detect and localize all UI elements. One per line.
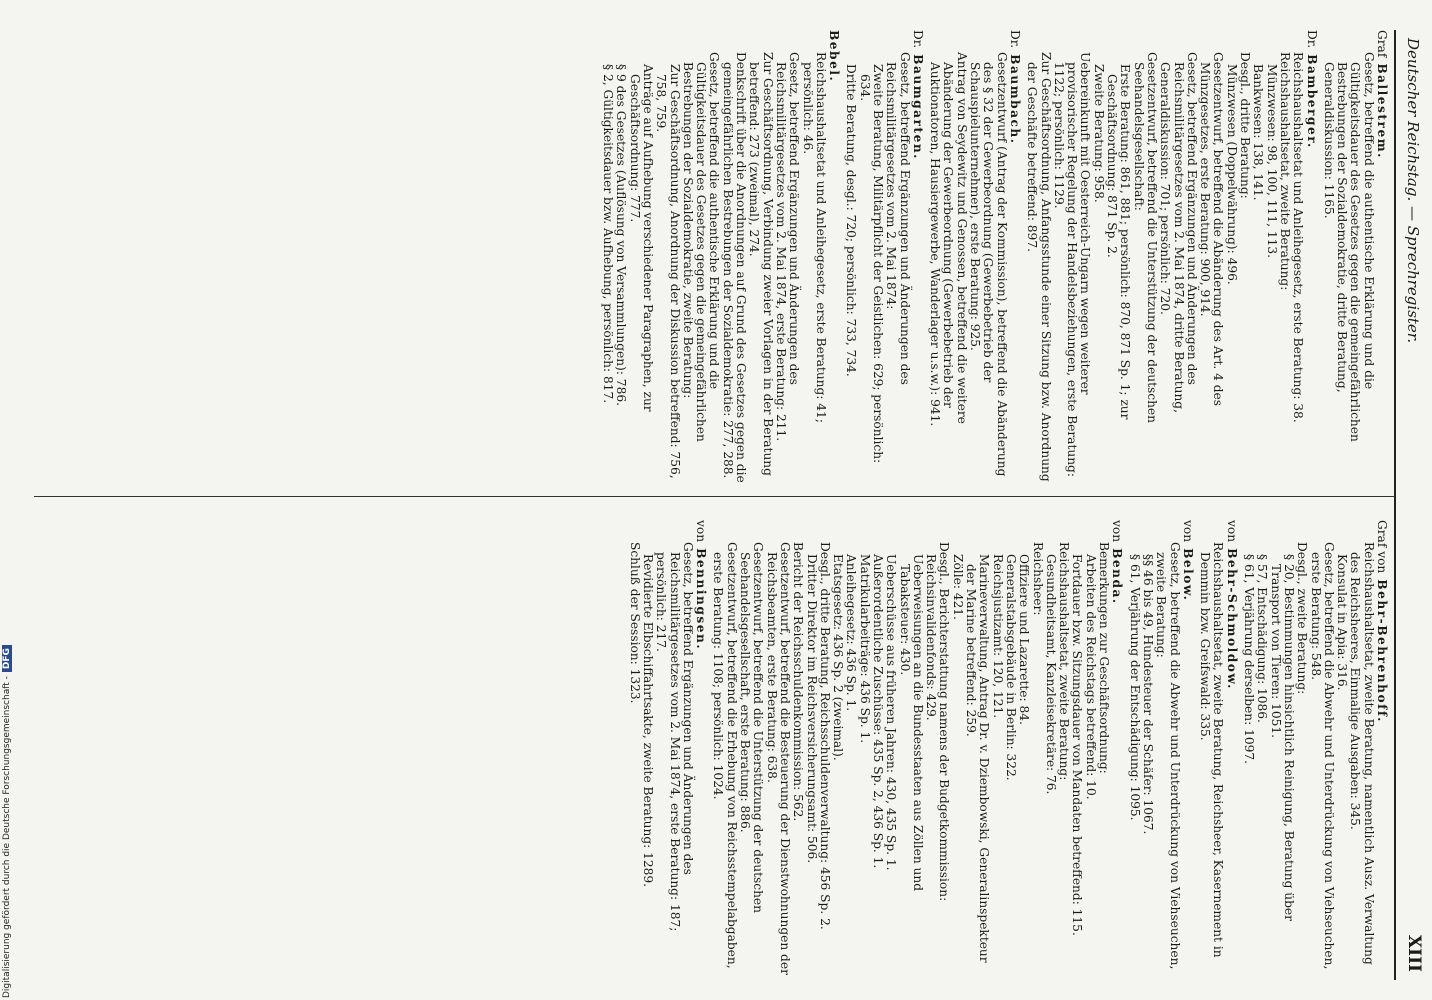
index-line: Bankwesen: 138, 141.: [1251, 64, 1266, 201]
index-line: Fortdauer bzw. Sitzungsdauer von Mandaten betreffend: 115.: [1070, 554, 1085, 936]
index-line: Gesetz, betreffend die authentische Erklärung und die Gültigkeitsdauer des Gesetzes gegen die gemeingefährlichen Bestrebungen der Sozialdemokratie, dritte Beratung, Generaldiskussion: 1165.: [1321, 52, 1376, 442]
speaker-entry: [844, 30, 924, 485]
index-line: Gesundheitsamt, Kanzleisekretäre: 76.: [1043, 554, 1058, 795]
footer-credit: [2, 8, 20, 998]
page-number: XIII: [1404, 934, 1424, 972]
index-line: Gesetzentwurf (Antrag der Kommission), betreffend die Abänderung des § 32 der Gewerbeordnung (Gewerbebetrieb der Schauspielunternehmer), erste Beratung: 925.: [968, 52, 1009, 477]
index-line: Marineverwaltung, Antrag Dr. v. Dziembowski, Generalinspekteur der Marine betreffend: 259.: [964, 554, 992, 963]
index-line: Reichshaushaltsetat, zweite Beratung:: [1057, 542, 1072, 781]
speaker-title: von: [1224, 520, 1239, 543]
speaker-entry: [1025, 30, 1318, 485]
index-line: Desgl., zweite Beratung:: [1295, 542, 1310, 695]
column-divider: [34, 496, 1394, 497]
speaker-name: [911, 30, 924, 485]
speaker-title: von: [1110, 520, 1125, 543]
index-line: § 57, Entschädigung: 1086.: [1255, 554, 1270, 723]
speaker-entry: [1198, 520, 1238, 975]
index-line: Gesetz, betreffend Ergänzungen und Änderungen des Reichsmilitärgesetzes vom 2. Mai 1874:: [884, 52, 912, 385]
index-line: Zweite Beratung, Militärpflicht der Geistlichen: 629; persönlich: 634.: [857, 64, 886, 464]
index-line: Zweite Beratung: 958.: [1091, 64, 1106, 203]
index-line: Matrikularbeiträge: 436 Sp. 1.: [857, 554, 872, 744]
index-line: Reichshaushaltsetat, zweite Beratung, namentlich Ausz. Verwaltung des Reichsheeres, Einmalige Ausgaben: 345.: [1348, 542, 1376, 965]
index-line: Reichshaushaltsetat, zweite Beratung:: [1277, 52, 1292, 291]
dfg-logo: DFG: [2, 645, 12, 672]
speaker-name: [1304, 30, 1317, 485]
index-line: Reichshaushaltsetat und Anleihegesetz, erste Beratung: 38.: [1291, 52, 1306, 423]
speaker-surname: Benda.: [1110, 548, 1125, 605]
index-line: Desgl., Berichterstattung namens der Budgetkommission:: [937, 542, 952, 902]
index-line: § 20, Bestimmungen hinsichtlich Reinigung, Beratung über Transport von Tieren: 1051.: [1268, 554, 1296, 921]
index-line: § 9 des Gesetzes (Auflösung von Versammlungen): 786.: [614, 64, 629, 406]
speaker-entry: [1322, 30, 1388, 485]
speaker-name: [694, 520, 707, 975]
speaker-title: Graf: [1375, 30, 1389, 58]
index-line: Bemerkungen zur Geschäftsordnung:: [1097, 542, 1112, 774]
index-line: Generalstabsgebäude in Berlin: 322.: [1003, 554, 1018, 781]
speaker-title: Graf von: [1375, 520, 1389, 574]
index-line: § 61, Verjährung derselben: 1097.: [1242, 554, 1257, 764]
index-line: Reichsjustizamt: 120, 121.: [990, 554, 1005, 719]
speaker-title: von: [1180, 520, 1195, 543]
index-line: Gesetz, betreffend die authentische Erklärung und die Gültigkeitsdauer des Gesetzes gegen die gemeingefährlichen Bestrebungen der Sozialdemokratie, zweite Beratung:: [680, 52, 722, 442]
index-line: Erste Beratung: 861, 881; persönlich: 870, 871 Sp. 1; zur Geschäftsordnung: 871 Sp. 2.: [1105, 64, 1133, 420]
speaker-name: [1224, 520, 1237, 975]
running-title: Deutscher Reichstag. — Sprechregister.: [1404, 38, 1422, 344]
index-line: § 2, Gültigkeitsdauer bzw. Aufhebung, persönlich: 817.: [601, 64, 616, 404]
index-line: Zölle: 421.: [950, 554, 965, 620]
index-line: Antrag von Seydewitz und Genossen, betreffend die weitere Abänderung der Gewerbeordnung (Gewerbebetrieb der Auktionatoren, Hausiergewerbe, Wanderlager u.s.w.): 941.: [928, 52, 969, 427]
index-line: Anleihegesetz: 436 Sp. 1.: [844, 554, 859, 712]
index-line: Ueberweisungen an die Bundesstaaten aus Zöllen und Tabaksteuer: 430.: [897, 554, 925, 892]
index-line: Konsulat in Apia: 316.: [1335, 554, 1350, 691]
index-line: Anträge auf Aufhebung verschiedener Paragraphen, zur Geschäftsordnung: 777.: [627, 64, 655, 412]
speaker-surname: Bamberger.: [1304, 54, 1319, 149]
index-line: Dritte Beratung, desgl.: 720; persönlich: 733, 734.: [844, 64, 859, 377]
speaker-entry: [928, 30, 1021, 485]
index-line: Desgl., dritte Beratung:: [1238, 52, 1253, 199]
page-header: [1396, 30, 1426, 980]
index-line: Schluß der Session: 1323.: [627, 542, 642, 704]
speaker-name: [1008, 30, 1021, 485]
index-line: Revidierte Elbschiffahrtsakte, zweite Beratung: 1289.: [640, 554, 655, 888]
speaker-title: Dr.: [910, 30, 925, 49]
index-line: Bericht der Reichsschuldenkommission: 562.: [791, 542, 806, 822]
speaker-title: Dr.: [1007, 30, 1022, 49]
speaker-title: von: [694, 520, 709, 543]
index-line: Arbeiten des Reichstags betreffend: 10.: [1083, 554, 1098, 800]
speaker-surname: Behr-Behrenhoff.: [1375, 579, 1389, 723]
speaker-surname: Below.: [1180, 548, 1195, 602]
index-line: Reichshaushaltsetat und Anleihegesetz, erste Beratung: 41; persönlich: 46.: [800, 52, 828, 423]
speaker-entry: [601, 30, 840, 485]
speaker-surname: Benningsen.: [694, 548, 709, 651]
speaker-name: [1375, 520, 1388, 975]
speaker-entry: [627, 520, 707, 975]
left-column: [601, 30, 1392, 485]
index-line: Gesetzentwurf, betreffend die Unterstützung der deutschen Seehandelsgesellschaft, erste Beratung: 886.: [738, 542, 766, 913]
speaker-surname: Baumbach.: [1007, 54, 1022, 145]
index-line: Reichshaushaltsetat, zweite Beratung, Reichsheer, Kasernement in Demmin bzw. Greifswald: 335.: [1198, 542, 1226, 958]
speaker-entry: [711, 520, 1123, 975]
speaker-title: Dr.: [1304, 30, 1319, 49]
index-line: Gesetz, betreffend Ergänzungen und Änderungen des Reichsmilitärgesetzes vom 2. Mai 1874, erste Beratung: 187; persönlich: 217.: [654, 542, 695, 932]
index-line: § 61, Verjährung der Entschädigung: 1095.: [1127, 554, 1142, 821]
footer-strip: [0, 0, 18, 1000]
speaker-name: [1375, 30, 1388, 485]
index-line: Ueberschüsse aus früheren Jahren: 430, 435 Sp. 1.: [884, 554, 899, 871]
footer-credit-text: Digitalisierung gefördert durch die Deutsche Forschungsgemeinschaft -: [2, 676, 12, 998]
index-line: Gesetzentwurf, betreffend die Besteuerung der Dienstwohnungen der Reichsbeamten, erste Beratung: 638.: [764, 542, 792, 975]
index-line: Gesetzentwurf, betreffend die Abänderung des Art. 4 des Münzgesetzes, erste Beratung: 900, 914.: [1198, 52, 1226, 407]
index-line: Denkschrift über die Anordnungen auf Grund des Gesetzes gegen die gemeingefährlichen Bestrebungen der Sozialdemokratie: 277, 288.: [720, 52, 749, 483]
index-line: Reichsinvalidenfonds: 429.: [924, 554, 939, 721]
index-line: Gesetzentwurf, betreffend die Unterstützung der deutschen Seehandelsgesellschaft:: [1131, 52, 1159, 423]
speaker-surname: Behr-Schmoldow.: [1224, 548, 1239, 690]
speaker-name: [1110, 520, 1123, 975]
index-line: Desgl., dritte Beratung, Reichsschuldenverwaltung: 456 Sp. 2.: [817, 542, 832, 930]
speaker-entry: [1127, 520, 1193, 975]
right-column: [627, 520, 1392, 975]
index-line: §§ 46 bis 49, Hundesteuer der Schäfer: 1067.: [1140, 554, 1155, 835]
speaker-entry: [1242, 520, 1388, 975]
index-line: Münzwesen: 98, 100, 111, 113.: [1264, 64, 1279, 258]
index-line: Gesetz, betreffend die Abwehr und Unterdrückung von Viehseuchen, zweite Beratung:: [1154, 542, 1182, 970]
speaker-surname: Bebel.: [827, 30, 842, 83]
index-line: Etatsgesetz: 436 Sp. 2 (zweimal).: [831, 554, 846, 761]
speaker-name: [827, 30, 840, 485]
index-line: Gesetz, betreffend Ergänzungen und Änderungen des Reichsmilitärgesetzes vom 2. Mai 1874, dritte Beratung, Generaldiskussion: 701; persönlich: 720.: [1158, 52, 1199, 413]
index-line: Reichsheer:: [1030, 542, 1045, 616]
index-line: Zur Geschäftsordnung, Anfangsstunde einer Sitzung bzw. Anordnung der Geschäfte betreffend: 897.: [1025, 52, 1053, 482]
speaker-surname: Ballestrem.: [1375, 63, 1389, 159]
index-line: Zur Geschäftsordnung, Anordnung der Diskussion betreffend: 756, 758, 759.: [654, 64, 682, 479]
header-rule: [1394, 30, 1396, 980]
index-line: Gesetzentwurf, betreffend die Erhebung von Reichsstempelabgaben, erste Beratung: 1108; persönlich: 1024.: [711, 542, 739, 969]
index-line: Gesetz, betreffend die Abwehr und Unterdrückung von Viehseuchen, erste Beratung: 548.: [1308, 542, 1336, 970]
speaker-surname: Baumgarten.: [910, 54, 925, 160]
index-line: Zur Geschäftsordnung, Verbindung zweier Vorlagen in der Beratung betreffend: 273 (zweimal), 274.: [747, 52, 775, 476]
index-line: Gesetz, betreffend Ergänzungen und Änderungen des Reichsmilitärgesetzes vom 2. Mai 1874, erste Beratung: 211.: [773, 52, 802, 442]
speaker-name: [1181, 520, 1194, 975]
index-line: Münzwesen (Doppelwährung): 496.: [1224, 64, 1239, 285]
index-line: Dritter Direktor im Reichsversicherungsamt: 506.: [804, 554, 819, 864]
index-line: Offiziere und Lazarette: 84.: [1017, 554, 1032, 725]
index-line: Uebereinkunft mit Oesterreich-Ungarn wegen weiterer provisorischer Regelung der Handelsbeziehungen, erste Beratung: 1122; persönlich: 1129.: [1051, 52, 1093, 477]
index-line: Außerordentliche Zuschüsse: 435 Sp. 2, 436 Sp. 1.: [871, 554, 886, 869]
